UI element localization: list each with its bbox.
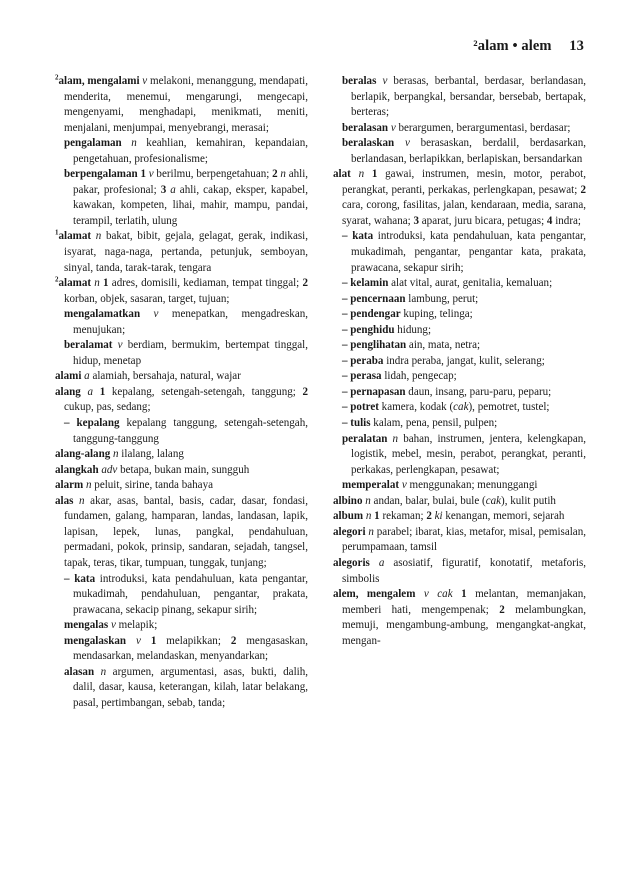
dictionary-subentry: memperalat v menggunakan; menunggangi: [342, 479, 538, 492]
dictionary-entry: alang-alang n ilalang, lalang: [55, 448, 184, 461]
dictionary-subentry: mengalaskan v 1 melapikkan; 2 mengasaskan, mendasarkan, melandaskan, menyandarkan;: [64, 634, 308, 663]
dictionary-subentry: – penghidu hidung;: [342, 323, 432, 336]
dictionary-entry: album n 1 rekaman; 2 ki kenangan, memori, sejarah: [333, 510, 565, 523]
dictionary-entry: alat n 1 gawai, instrumen, mesin, motor, perabot, perangkat, peranti, perkakas, perlengkapan, pesawat; 2 cara, corong, fasilitas, jalan, kendaraan, media, sarana, syarat, wahana; 3 aparat, juru bicara, petugas; 4 indra;: [333, 168, 587, 227]
dictionary-subentry: beralamat v berdiam, bermukim, bertempat tinggal, hidup, menetap: [64, 339, 309, 367]
left-column: [55, 74, 308, 711]
dictionary-subentry: – pernapasan daun, insang, paru-paru, peparu;: [342, 385, 552, 398]
dictionary-subentry: – pencernaan lambung, perut;: [342, 292, 479, 305]
dictionary-entry: alegoris a asosiatif, figuratif, konotatif, metaforis, simbolis: [333, 556, 586, 585]
dictionary-entry: $^2$alam, mengalami v melakoni, menanggung, mendapati, menderita, menemui, mengarungi, mengecapi, mengenyami, menghadapi, menikmati, meniti, menjalani, menjumpai, menyebrangi, merasai;: [55, 73, 308, 134]
dictionary-entry: alami a alamiah, bersahaja, natural, wajar: [55, 370, 241, 383]
dictionary-subentry: peralatan n bahan, instrumen, jentera, kelengkapan, logistik, mebel, mesin, perabot, perangkat, peranti, perkakas, perlengkapan, pesawat;: [342, 432, 587, 476]
dictionary-subentry: – kepalang kepalang tanggung, setengah-setengah, tanggung-tanggung: [64, 417, 308, 445]
dictionary-entry: $^1$alamat n bakat, bibit, gejala, gelagat, gerak, indikasi, isyarat, naga-naga, pertanda, petunjuk, semboyan, sinyal, tanda, tarak-tarak, tengara: [55, 228, 308, 274]
dictionary-subentry: – perasa lidah, pengecap;: [342, 370, 457, 383]
dictionary-subentry: – peraba indra peraba, jangat, kulit, selerang;: [342, 354, 545, 367]
dictionary-subentry: berpengalaman 1 v berilmu, berpengetahuan; 2 n ahli, pakar, profesional; 3 a ahli, cakap, eksper, kapabel, kawakan, kompeten, lihai, mahir, mampu, pandai, terampil, terlatih, ulung: [64, 168, 309, 227]
dictionary-entry: alarm n peluit, sirine, tanda bahaya: [55, 479, 214, 492]
dictionary-subentry: – tulis kalam, pena, pensil, pulpen;: [342, 417, 498, 430]
dictionary-subentry: – kelamin alat vital, aurat, genitalia, kemaluan;: [342, 277, 553, 290]
headword-range: ²alam • alem: [473, 38, 552, 54]
dictionary-entry: alem, mengalem v cak 1 melantan, memanjakan, memberi hati, mengempenak; 2 melambungkan, memuji, mengambung-ambung, mengangkat-angkat, mengan-: [333, 588, 586, 647]
dictionary-subentry: – kata introduksi, kata pendahuluan, kata pengantar, mukadimah, pendahuluan, pengantar, prakata, prawacana, sekacip pinang, sekapur sirih;: [64, 572, 309, 616]
dictionary-entry: albino n andan, balar, bulai, bule (cak), kulit putih: [333, 494, 556, 507]
dictionary-entry: alas n akar, asas, bantal, basis, cadar, dasar, fondasi, fundamen, galang, hamparan, landas, landasan, lapik, lapisan, lepek, lunas, pangkal, pendahuluan, permadani, pokok, prinsip, sandaran, sejadah, tangsel, tapak, teras, tikar, tumpuan, tunggak, tunjang;: [55, 494, 309, 569]
page-number: 13: [569, 38, 584, 54]
dictionary-entry: $^2$alamat n 1 adres, domisili, kediaman, tempat tinggal; 2 korban, objek, sasaran, target, tujuan;: [55, 275, 309, 305]
dictionary-subentry: mengalamatkan v menepatkan, mengadreskan, menujukan;: [64, 308, 309, 336]
dictionary-subentry: pengalaman n keahlian, kemahiran, kepandaian, pengetahuan, profesionalisme;: [64, 137, 308, 165]
dictionary-subentry: – pendengar kuping, telinga;: [342, 308, 473, 321]
running-header: [473, 38, 584, 55]
dictionary-subentry: beralas v berasas, berbantal, berdasar, berlandasan, berlapik, berpangkal, bersandar, bersebab, bertapak, berteras;: [342, 75, 586, 119]
dictionary-subentry: beralaskan v berasaskan, berdalil, berdasarkan, berlandasan, berlapikkan, berlapiskan, bersandarkan: [342, 137, 586, 165]
dictionary-subentry: beralasan v berargumen, berargumentasi, berdasar;: [342, 121, 571, 134]
dictionary-entry: alang a 1 kepalang, setengah-setengah, tanggung; 2 cukup, pas, sedang;: [55, 385, 309, 414]
dictionary-subentry: – penglihatan ain, mata, netra;: [342, 339, 481, 352]
dictionary-subentry: – potret kamera, kodak (cak), pemotret, tustel;: [342, 401, 550, 414]
right-column: [333, 74, 586, 649]
dictionary-subentry: – kata introduksi, kata pendahuluan, kata pengantar, mukadimah, pengantar, pengantar kata, prakata, prawacana, sekapur sirih;: [342, 230, 587, 274]
dictionary-entry: alegori n parabel; ibarat, kias, metafor, misal, pemisalan, perumpamaan, tamsil: [333, 525, 586, 554]
dictionary-subentry: alasan n argumen, argumentasi, asas, bukti, dalih, dalil, dasar, kausa, keterangan, kilah, latar belakang, pasal, pertimbangan, sebab, tanda;: [64, 665, 309, 709]
dictionary-subentry: mengalas v melapik;: [64, 619, 158, 632]
dictionary-entry: alangkah adv betapa, bukan main, sungguh: [55, 463, 250, 476]
